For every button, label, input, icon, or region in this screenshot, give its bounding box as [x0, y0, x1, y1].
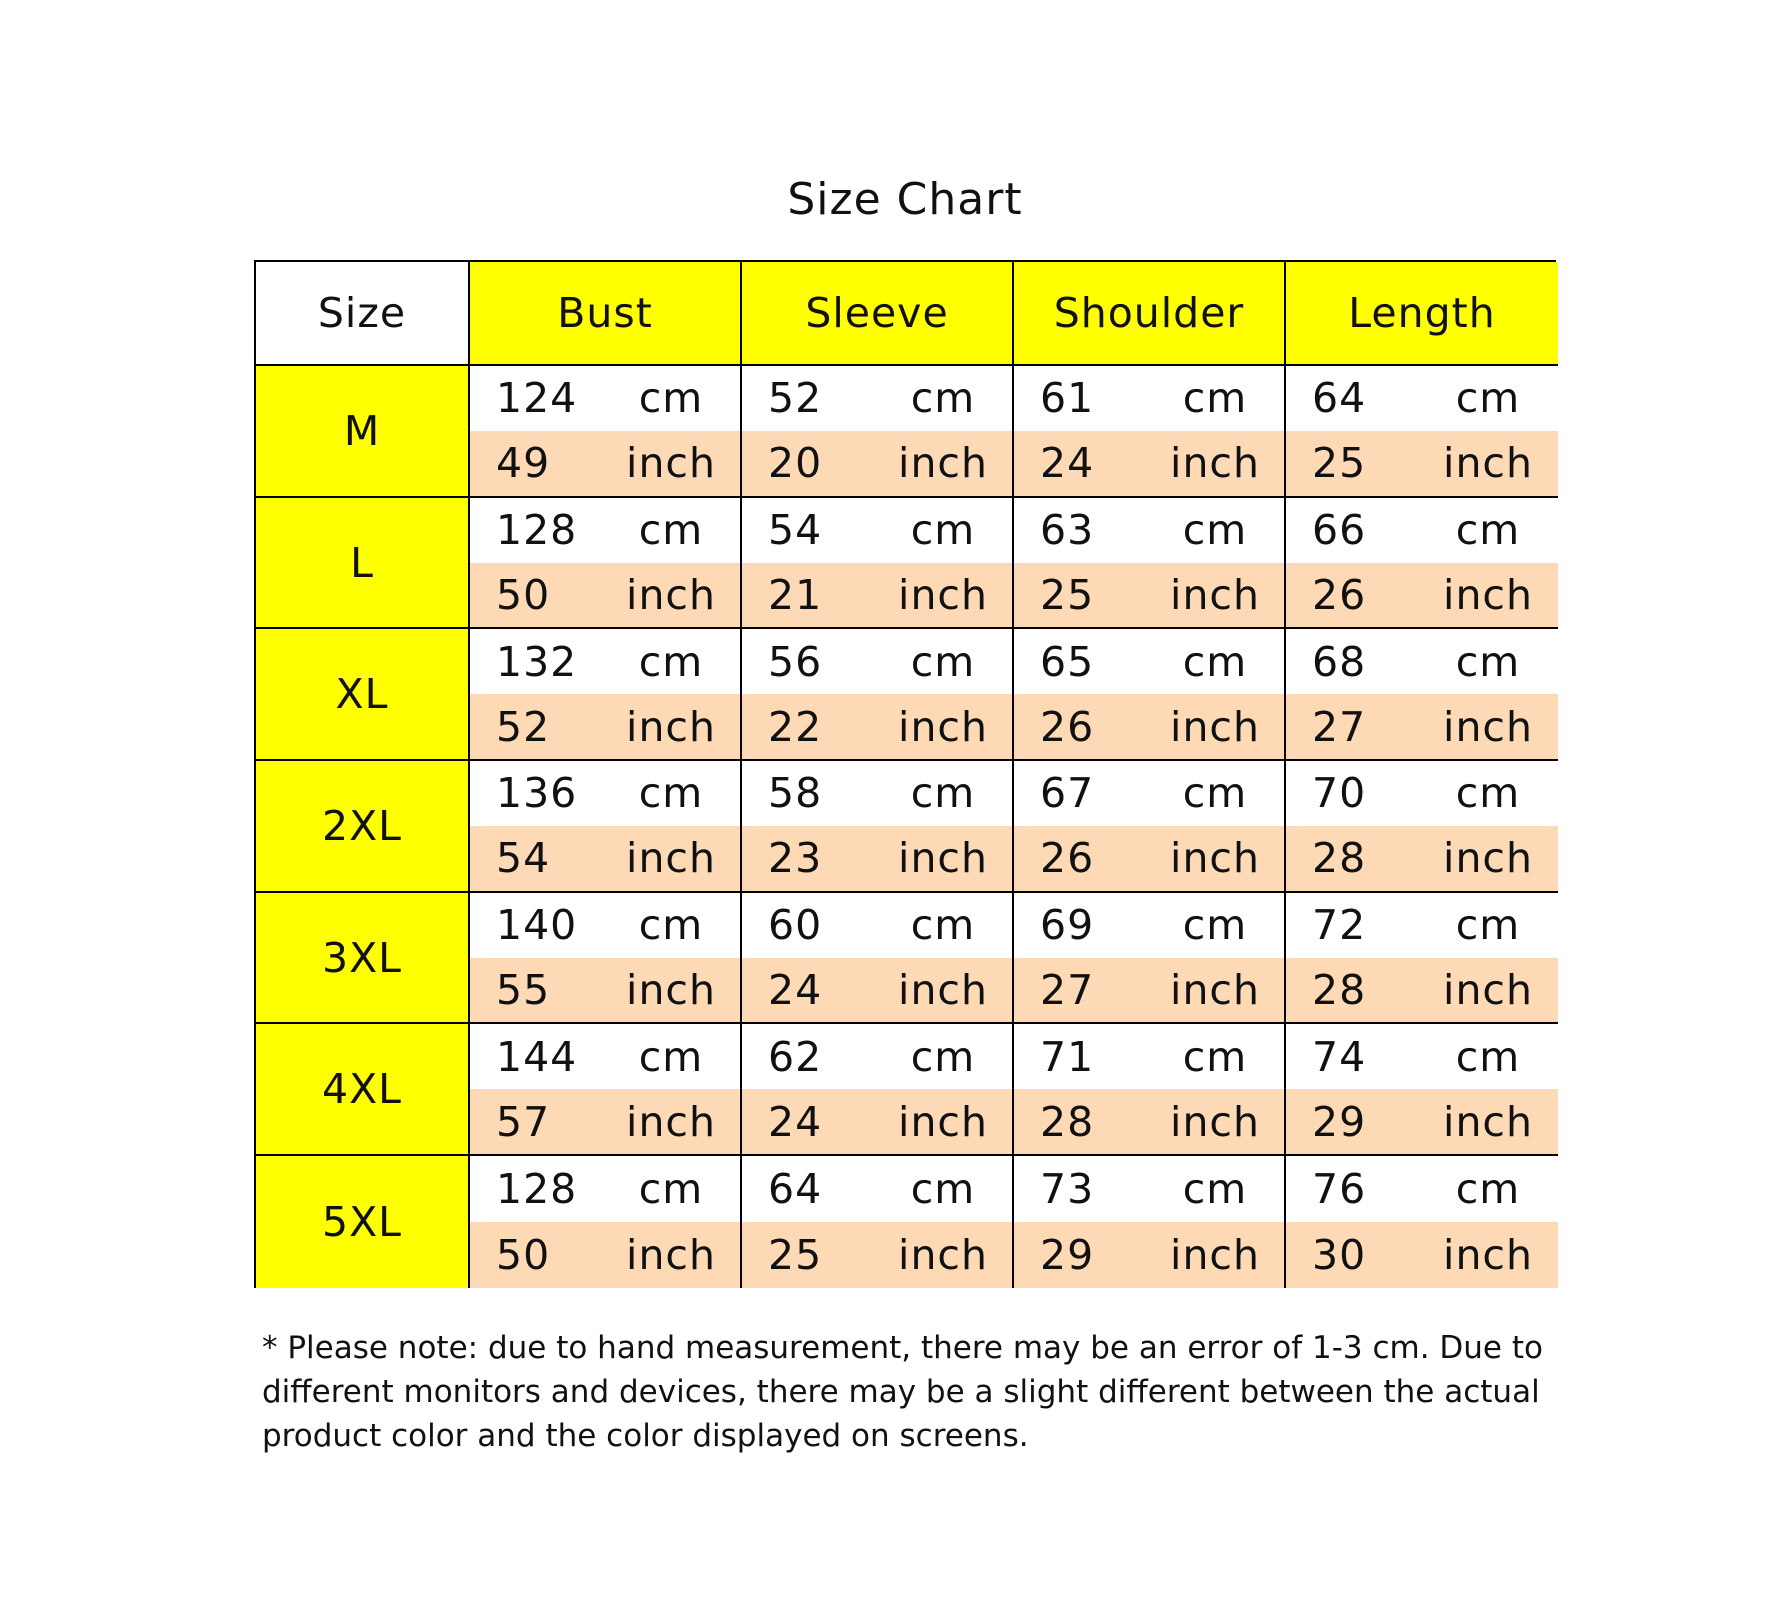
bust-inch-value: 57	[496, 1097, 551, 1146]
length-cm-value: 68	[1312, 637, 1367, 686]
unit-label-cm: cm	[1182, 506, 1248, 555]
bust-cell	[470, 1156, 742, 1288]
sleeve-cell	[742, 1156, 1014, 1288]
unit-label-inch: inch	[898, 702, 988, 751]
bust-inch-row	[470, 958, 740, 1023]
length-inch-row	[1286, 694, 1558, 759]
sleeve-cm-value: 54	[768, 506, 823, 555]
bust-inch-value: 54	[496, 834, 551, 883]
bust-cell	[470, 893, 742, 1025]
shoulder-inch-value: 26	[1040, 834, 1095, 883]
shoulder-cm-value: 65	[1040, 637, 1095, 686]
bust-inch-row	[470, 694, 740, 759]
unit-label-inch: inch	[1170, 439, 1260, 488]
sleeve-cell	[742, 629, 1014, 761]
length-cm-row	[1286, 893, 1558, 958]
bust-cm-row	[470, 498, 740, 563]
bust-cm-row	[470, 366, 740, 431]
shoulder-cm-value: 67	[1040, 769, 1095, 818]
sleeve-cell	[742, 366, 1014, 498]
column-header-sleeve: Sleeve	[742, 262, 1014, 366]
bust-cm-row	[470, 893, 740, 958]
sleeve-cm-value: 62	[768, 1032, 823, 1081]
unit-label-cm: cm	[1182, 637, 1248, 686]
sleeve-inch-row	[742, 1222, 1012, 1288]
shoulder-cell	[1014, 1024, 1286, 1156]
sleeve-inch-row	[742, 694, 1012, 759]
length-inch-row	[1286, 1089, 1558, 1154]
shoulder-cm-row	[1014, 366, 1284, 431]
shoulder-inch-value: 26	[1040, 702, 1095, 751]
shoulder-cm-row	[1014, 1156, 1284, 1222]
unit-label-cm: cm	[910, 637, 976, 686]
length-inch-value: 30	[1312, 1230, 1367, 1279]
unit-label-cm: cm	[638, 1165, 704, 1214]
shoulder-inch-row	[1014, 1222, 1284, 1288]
shoulder-inch-value: 25	[1040, 570, 1095, 619]
unit-label-inch: inch	[898, 1097, 988, 1146]
unit-label-cm: cm	[1455, 506, 1521, 555]
unit-label-cm: cm	[1455, 1165, 1521, 1214]
bust-inch-value: 50	[496, 570, 551, 619]
unit-label-inch: inch	[626, 966, 716, 1015]
shoulder-cm-value: 61	[1040, 374, 1095, 423]
length-inch-value: 25	[1312, 439, 1367, 488]
length-cm-value: 66	[1312, 506, 1367, 555]
bust-cell	[470, 1024, 742, 1156]
sleeve-cm-row	[742, 893, 1012, 958]
size-label: 3XL	[256, 893, 470, 1025]
shoulder-inch-row	[1014, 694, 1284, 759]
unit-label-cm: cm	[1182, 374, 1248, 423]
sleeve-cm-value: 52	[768, 374, 823, 423]
size-chart-table	[254, 260, 1556, 1288]
unit-label-inch: inch	[898, 439, 988, 488]
unit-label-cm: cm	[1455, 1032, 1521, 1081]
unit-label-inch: inch	[1443, 439, 1533, 488]
length-inch-row	[1286, 958, 1558, 1023]
unit-label-cm: cm	[1182, 769, 1248, 818]
unit-label-inch: inch	[1443, 1230, 1533, 1279]
page-title: Size Chart	[787, 174, 1023, 225]
shoulder-inch-value: 29	[1040, 1230, 1095, 1279]
shoulder-cm-row	[1014, 761, 1284, 826]
length-cell	[1286, 1024, 1558, 1156]
length-cell	[1286, 498, 1558, 630]
bust-inch-row	[470, 826, 740, 891]
unit-label-inch: inch	[1170, 702, 1260, 751]
length-cm-row	[1286, 761, 1558, 826]
shoulder-cell	[1014, 366, 1286, 498]
bust-inch-value: 50	[496, 1230, 551, 1279]
length-cm-row	[1286, 498, 1558, 563]
shoulder-inch-row	[1014, 1089, 1284, 1154]
sleeve-cm-value: 64	[768, 1165, 823, 1214]
sleeve-inch-value: 23	[768, 834, 823, 883]
unit-label-cm: cm	[638, 374, 704, 423]
unit-label-inch: inch	[1443, 702, 1533, 751]
bust-cm-row	[470, 1024, 740, 1089]
sleeve-cell	[742, 761, 1014, 893]
sleeve-inch-row	[742, 1089, 1012, 1154]
shoulder-inch-row	[1014, 563, 1284, 628]
sleeve-cm-row	[742, 629, 1012, 694]
unit-label-inch: inch	[898, 1230, 988, 1279]
bust-inch-row	[470, 1089, 740, 1154]
unit-label-inch: inch	[626, 570, 716, 619]
unit-label-cm: cm	[910, 1032, 976, 1081]
column-header-bust: Bust	[470, 262, 742, 366]
length-inch-value: 28	[1312, 966, 1367, 1015]
shoulder-inch-value: 27	[1040, 966, 1095, 1015]
unit-label-cm: cm	[1455, 637, 1521, 686]
unit-label-inch: inch	[1170, 966, 1260, 1015]
unit-label-cm: cm	[1455, 374, 1521, 423]
length-cell	[1286, 893, 1558, 1025]
sleeve-cm-row	[742, 1156, 1012, 1222]
size-label: 2XL	[256, 761, 470, 893]
length-cell	[1286, 366, 1558, 498]
shoulder-cm-row	[1014, 629, 1284, 694]
sleeve-inch-value: 22	[768, 702, 823, 751]
length-inch-row	[1286, 1222, 1558, 1288]
shoulder-inch-row	[1014, 431, 1284, 496]
sleeve-inch-row	[742, 958, 1012, 1023]
unit-label-inch: inch	[626, 702, 716, 751]
length-cm-value: 64	[1312, 374, 1367, 423]
sleeve-cm-row	[742, 1024, 1012, 1089]
unit-label-cm: cm	[638, 901, 704, 950]
bust-inch-row	[470, 563, 740, 628]
unit-label-cm: cm	[1455, 769, 1521, 818]
shoulder-inch-row	[1014, 958, 1284, 1023]
unit-label-cm: cm	[1182, 1165, 1248, 1214]
shoulder-inch-row	[1014, 826, 1284, 891]
unit-label-inch: inch	[898, 966, 988, 1015]
shoulder-cell	[1014, 629, 1286, 761]
shoulder-cell	[1014, 761, 1286, 893]
sleeve-cm-value: 56	[768, 637, 823, 686]
length-inch-row	[1286, 563, 1558, 628]
length-cell	[1286, 629, 1558, 761]
bust-cm-value: 140	[496, 901, 578, 950]
bust-inch-value: 55	[496, 966, 551, 1015]
shoulder-cm-value: 69	[1040, 901, 1095, 950]
unit-label-cm: cm	[910, 506, 976, 555]
sleeve-inch-row	[742, 563, 1012, 628]
unit-label-inch: inch	[1443, 966, 1533, 1015]
unit-label-inch: inch	[626, 1230, 716, 1279]
sleeve-cm-row	[742, 498, 1012, 563]
shoulder-cm-row	[1014, 498, 1284, 563]
length-cm-value: 70	[1312, 769, 1367, 818]
sleeve-inch-value: 20	[768, 439, 823, 488]
bust-inch-row	[470, 431, 740, 496]
sleeve-inch-value: 24	[768, 1097, 823, 1146]
bust-cm-row	[470, 1156, 740, 1222]
shoulder-cm-value: 71	[1040, 1032, 1095, 1081]
sleeve-cm-value: 58	[768, 769, 823, 818]
sleeve-inch-row	[742, 826, 1012, 891]
bust-cm-row	[470, 629, 740, 694]
sleeve-inch-value: 25	[768, 1230, 823, 1279]
size-label: 4XL	[256, 1024, 470, 1156]
size-label: 5XL	[256, 1156, 470, 1288]
shoulder-inch-value: 24	[1040, 439, 1095, 488]
length-cell	[1286, 761, 1558, 893]
unit-label-inch: inch	[898, 570, 988, 619]
unit-label-cm: cm	[638, 637, 704, 686]
length-cell	[1286, 1156, 1558, 1288]
unit-label-inch: inch	[1170, 1097, 1260, 1146]
bust-cm-value: 144	[496, 1032, 578, 1081]
shoulder-cm-row	[1014, 893, 1284, 958]
unit-label-cm: cm	[910, 374, 976, 423]
sleeve-cell	[742, 893, 1014, 1025]
bust-cm-value: 136	[496, 769, 578, 818]
length-cm-row	[1286, 629, 1558, 694]
unit-label-inch: inch	[1443, 834, 1533, 883]
length-inch-value: 26	[1312, 570, 1367, 619]
unit-label-cm: cm	[1182, 901, 1248, 950]
unit-label-cm: cm	[638, 769, 704, 818]
bust-cell	[470, 366, 742, 498]
shoulder-cell	[1014, 1156, 1286, 1288]
bust-inch-value: 52	[496, 702, 551, 751]
unit-label-inch: inch	[1170, 834, 1260, 883]
sleeve-inch-row	[742, 431, 1012, 496]
column-header-size: Size	[256, 262, 470, 366]
bust-cell	[470, 629, 742, 761]
measurement-note: * Please note: due to hand measurement, there may be an error of 1-3 cm. Due to different monitors and devices, there may be a slight different between the actual product color and the color displayed on screens.	[262, 1330, 1543, 1454]
shoulder-cm-value: 63	[1040, 506, 1095, 555]
column-header-shoulder: Shoulder	[1014, 262, 1286, 366]
size-label: L	[256, 498, 470, 630]
sleeve-inch-value: 21	[768, 570, 823, 619]
bust-cell	[470, 498, 742, 630]
unit-label-cm: cm	[638, 506, 704, 555]
unit-label-cm: cm	[910, 769, 976, 818]
length-inch-value: 27	[1312, 702, 1367, 751]
bust-cm-value: 128	[496, 506, 578, 555]
unit-label-inch: inch	[626, 834, 716, 883]
bust-inch-value: 49	[496, 439, 551, 488]
shoulder-inch-value: 28	[1040, 1097, 1095, 1146]
size-label: XL	[256, 629, 470, 761]
bust-cell	[470, 761, 742, 893]
sleeve-inch-value: 24	[768, 966, 823, 1015]
length-cm-value: 74	[1312, 1032, 1367, 1081]
bust-cm-row	[470, 761, 740, 826]
sleeve-cm-row	[742, 761, 1012, 826]
unit-label-cm: cm	[1182, 1032, 1248, 1081]
unit-label-cm: cm	[910, 1165, 976, 1214]
size-label: M	[256, 366, 470, 498]
unit-label-inch: inch	[1443, 1097, 1533, 1146]
unit-label-cm: cm	[1455, 901, 1521, 950]
length-cm-value: 76	[1312, 1165, 1367, 1214]
bust-cm-value: 124	[496, 374, 578, 423]
unit-label-inch: inch	[626, 439, 716, 488]
sleeve-cell	[742, 1024, 1014, 1156]
unit-label-cm: cm	[638, 1032, 704, 1081]
bust-cm-value: 132	[496, 637, 578, 686]
bust-inch-row	[470, 1222, 740, 1288]
unit-label-inch: inch	[898, 834, 988, 883]
length-inch-value: 28	[1312, 834, 1367, 883]
length-cm-row	[1286, 1156, 1558, 1222]
unit-label-inch: inch	[1443, 570, 1533, 619]
length-cm-row	[1286, 1024, 1558, 1089]
bust-cm-value: 128	[496, 1165, 578, 1214]
unit-label-inch: inch	[1170, 1230, 1260, 1279]
length-inch-row	[1286, 826, 1558, 891]
length-inch-value: 29	[1312, 1097, 1367, 1146]
shoulder-cell	[1014, 498, 1286, 630]
length-cm-value: 72	[1312, 901, 1367, 950]
sleeve-cell	[742, 498, 1014, 630]
length-cm-row	[1286, 366, 1558, 431]
sleeve-cm-row	[742, 366, 1012, 431]
unit-label-inch: inch	[1170, 570, 1260, 619]
shoulder-cm-value: 73	[1040, 1165, 1095, 1214]
unit-label-inch: inch	[626, 1097, 716, 1146]
shoulder-cell	[1014, 893, 1286, 1025]
length-inch-row	[1286, 431, 1558, 496]
sleeve-cm-value: 60	[768, 901, 823, 950]
shoulder-cm-row	[1014, 1024, 1284, 1089]
unit-label-cm: cm	[910, 901, 976, 950]
column-header-length: Length	[1286, 262, 1558, 366]
